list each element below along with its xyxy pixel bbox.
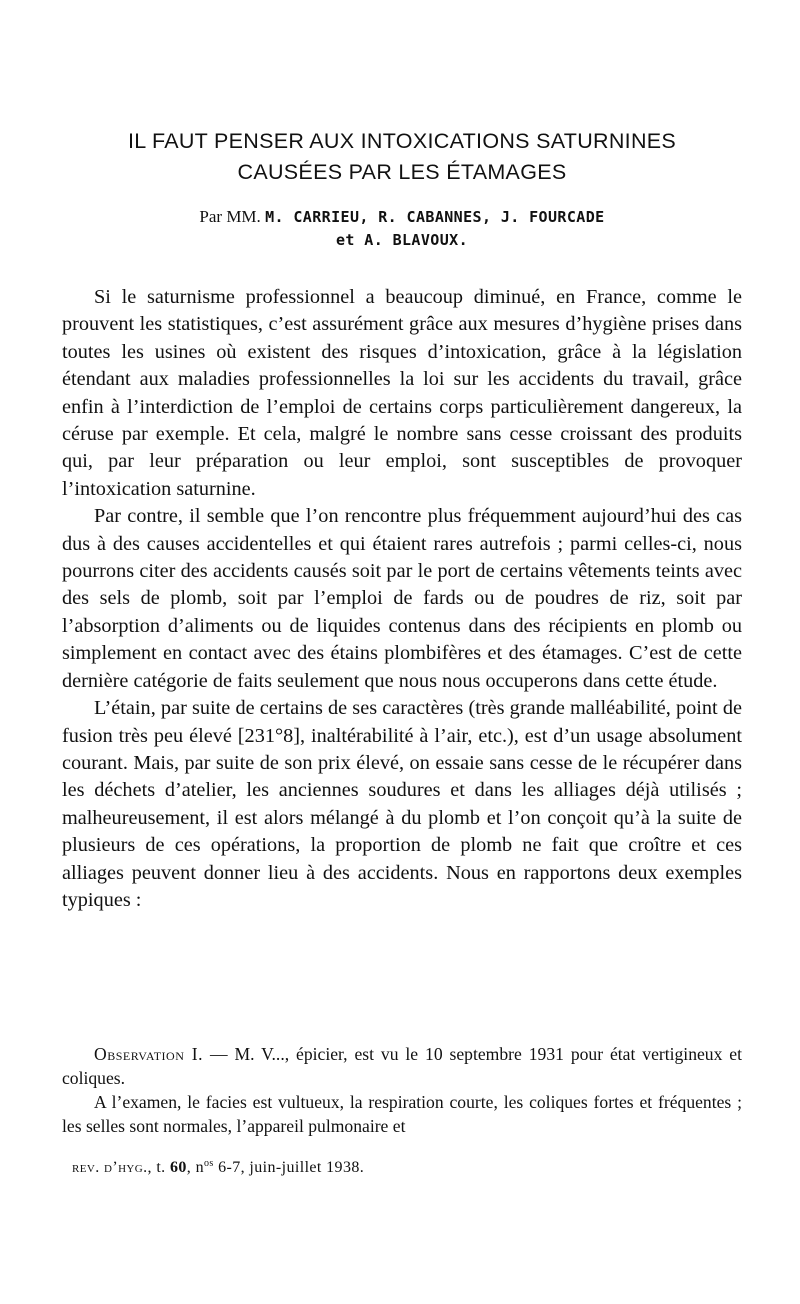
footer-number-label: , n [186, 1159, 204, 1176]
body-paragraph-1: Si le saturnisme professionnel a beaucoup diminué, en France, comme le prouvent les statistiques, c’est assurément grâce aux mesures d’hygiène prises dans toutes les usines où existent des risques d’intoxication, grâce à la législation étendant aux maladies professionnelles la loi sur les accidents du travail, grâce enfin à l’interdiction de l’emploi de certains corps particulièrement dangereux, la céruse par exemple. Et cela, malgré le nombre sans cesse croissant des produits qui, par leur préparation ou leur emploi, sont susceptibles de provoquer l’intoxication saturnine. [62, 286, 742, 500]
authors-prefix: Par MM. [199, 207, 266, 226]
observation-section [62, 1042, 742, 1138]
article-title-line-1: IL FAUT PENSER AUX INTOXICATIONS SATURNINES [127, 129, 677, 153]
footer-issue: 6-7, juin-juillet 1938. [213, 1159, 365, 1176]
body-paragraph-2: Par contre, il semble que l’on rencontre plus fréquemment aujourd’hui des cas dus à des causes accidentelles et qui étaient rares autrefois ; parmi celles-ci, nous pourrons citer des accidents causés soit par le port de certains vêtements teints avec des sels de plomb, soit par l’emploi de fards ou de poudres de riz, soit par l’absorption d’aliments ou de liquides contenus dans des récipients en plomb ou simplement en contact avec des étains plombifères et des étamages. C’est de cette dernière catégorie de faits seulement que nous nous occuperons dans cette étude. [62, 505, 742, 692]
footer-volume: 60 [169, 1159, 187, 1176]
observation-paragraph-1 [62, 1042, 742, 1090]
observation-text: — M. V..., épicier, est vu le 10 septembre 1931 pour état vertigineux et coliques. [62, 1044, 742, 1088]
authors-line-2: et A. BLAVOUX. [335, 231, 469, 249]
authors-names: M. CARRIEU, R. CABANNES, J. FOURCADE [265, 208, 605, 226]
body-paragraph-3: L’étain, par suite de certains de ses caractères (très grande malléabilité, point de fusion très peu élevé [231°8], inaltérabilité à l’air, etc.), est d’un usage absolument courant. Mais, par suite de son prix élevé, on essaie sans cesse de le récupérer dans les déchets d’atelier, les anciennes soudures et dans les alliages déjà utilisés ; malheureusement, il est alors mélangé à du plomb et l’on conçoit qu’à la suite de plusieurs de ces opérations, la proportion de plomb ne fait que croître et ces alliages peuvent donner lieu à des accidents. Nous en rapportons deux exemples typiques : [62, 697, 742, 911]
observation-paragraph-2: A l’examen, le facies est vultueux, la respiration courte, les coliques fortes et fréquentes ; les selles sont normales, l’appareil pulmonaire et [62, 1092, 742, 1136]
observation-label: Observation I. [94, 1044, 204, 1064]
article-title-line-2: CAUSÉES PAR LES ÉTAMAGES [237, 160, 567, 184]
document-page [62, 0, 742, 1304]
article-title [62, 126, 742, 188]
authors-line-1 [62, 205, 742, 229]
footer-journal: rev. d’hyg. [72, 1159, 148, 1176]
footer-number-sup: os [203, 1158, 214, 1169]
article-body [62, 284, 742, 914]
footer-tome-label: , t. [147, 1159, 170, 1176]
journal-footer [72, 1154, 364, 1178]
article-authors [62, 205, 742, 252]
